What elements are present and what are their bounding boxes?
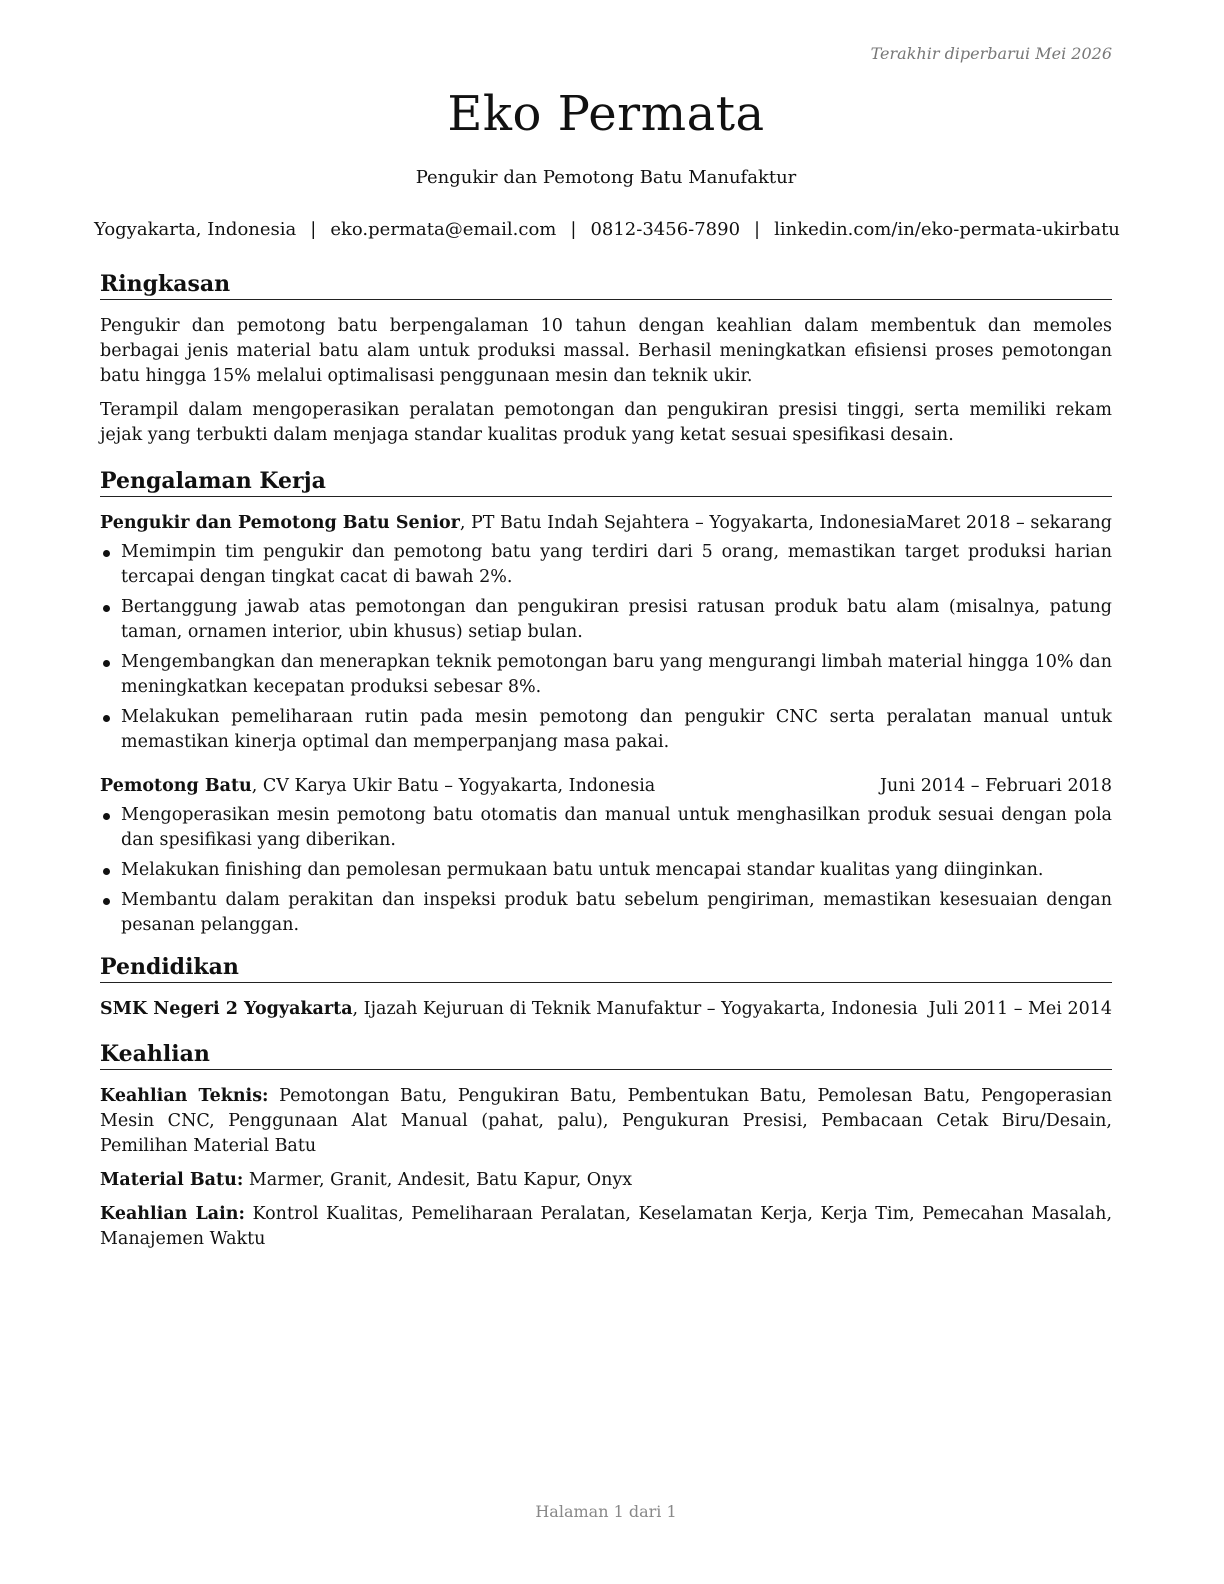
skill-text: Marmer, Granit, Andesit, Batu Kapur, Onyx xyxy=(243,1170,633,1190)
section-title-education: Pendidikan xyxy=(100,953,1112,983)
bullet-text: Membantu dalam perakitan dan inspeksi produk batu sebelum pengiriman, memastikan kesesuaian dengan pesanan pelanggan. xyxy=(121,890,1112,935)
job-title-line xyxy=(100,511,906,536)
education-detail: , Ijazah Kejuruan di Teknik Manufaktur – Yogyakarta, Indonesia xyxy=(352,999,918,1019)
contact-separator: | xyxy=(310,219,317,240)
skill-line xyxy=(100,1084,1112,1159)
list-item xyxy=(100,858,1112,883)
contact-separator: | xyxy=(570,219,577,240)
education-line xyxy=(100,997,918,1022)
candidate-name: Eko Permata xyxy=(447,86,765,142)
bullet-text: Bertanggung jawab atas pemotongan dan pengukiran presisi ratusan produk batu alam (misalnya, patung taman, ornamen interior, ubin khusus) setiap bulan. xyxy=(121,597,1112,642)
bullet-text: Melakukan finishing dan pemolesan permukaan batu untuk mencapai standar kualitas yang diinginkan. xyxy=(121,860,1044,880)
section-title-summary: Ringkasan xyxy=(100,270,1112,300)
contact-line xyxy=(94,219,1118,240)
job-bullets xyxy=(100,540,1112,755)
job-company: , CV Karya Ukir Batu – Yogyakarta, Indonesia xyxy=(251,776,656,796)
education-entry xyxy=(100,997,1112,1022)
bullet-icon xyxy=(103,868,110,875)
job-bullets xyxy=(100,803,1112,938)
candidate-role: Pengukir dan Pemotong Batu Manufaktur xyxy=(415,167,797,188)
summary-paragraph: Terampil dalam mengoperasikan peralatan pemotongan dan pengukiran presisi tinggi, serta memiliki rekam jejak yang terbukti dalam menjaga standar kualitas produk yang ketat sesuai spesifikasi desain. xyxy=(100,400,1112,445)
list-item xyxy=(100,650,1112,700)
skill-line xyxy=(100,1202,1112,1252)
job-dates: Maret 2018 – sekarang xyxy=(906,513,1112,533)
skill-line xyxy=(100,1168,1112,1193)
list-item xyxy=(100,540,1112,590)
skill-text: Kontrol Kualitas, Pemeliharaan Peralatan, Keselamatan Kerja, Kerja Tim, Pemecahan Masalah, Manajemen Waktu xyxy=(100,1204,1113,1249)
job-title-line xyxy=(100,774,655,799)
education-school: SMK Negeri 2 Yogyakarta xyxy=(100,999,353,1019)
bullet-icon xyxy=(103,898,110,905)
resume-content xyxy=(100,270,1112,1261)
section-title-experience: Pengalaman Kerja xyxy=(100,467,1112,497)
bullet-icon xyxy=(103,550,110,557)
skill-label: Keahlian Lain: xyxy=(100,1204,245,1224)
skill-text: Pemotongan Batu, Pengukiran Batu, Pembentukan Batu, Pemolesan Batu, Pengoperasian Mesin CNC, Penggunaan Alat Manual (pahat, palu), Pengukuran Presisi, Pembacaan Cetak Biru/Desain, Pemilihan Material Batu xyxy=(100,1086,1112,1156)
list-item xyxy=(100,803,1112,853)
contact-linkedin[interactable]: linkedin.com/in/eko-permata-ukirbatu xyxy=(774,219,1120,240)
resume-page xyxy=(94,0,1120,1584)
contact-separator: | xyxy=(754,219,761,240)
job-header xyxy=(100,511,1112,536)
list-item xyxy=(100,705,1112,755)
bullet-text: Melakukan pemeliharaan rutin pada mesin pemotong dan pengukir CNC serta peralatan manual untuk memastikan kinerja optimal dan memperpanjang masa pakai. xyxy=(121,707,1112,752)
page-number: Halaman 1 dari 1 xyxy=(535,1502,677,1521)
bullet-text: Mengoperasikan mesin pemotong batu otomatis dan manual untuk menghasilkan produk sesuai dengan pola dan spesifikasi yang diberikan. xyxy=(121,805,1112,850)
skill-label: Keahlian Teknis: xyxy=(100,1086,269,1106)
bullet-text: Mengembangkan dan menerapkan teknik pemotongan baru yang mengurangi limbah material hingga 10% dan meningkatkan kecepatan produksi sebesar 8%. xyxy=(121,652,1112,697)
section-title-skills: Keahlian xyxy=(100,1040,1112,1070)
job-header xyxy=(100,774,1112,799)
last-updated: Terakhir diperbarui Mei 2026 xyxy=(870,44,1112,63)
job-dates: Juni 2014 – Februari 2018 xyxy=(879,776,1112,796)
bullet-icon xyxy=(103,715,110,722)
bullet-icon xyxy=(103,605,110,612)
bullet-icon xyxy=(103,813,110,820)
list-item xyxy=(100,595,1112,645)
bullet-text: Memimpin tim pengukir dan pemotong batu yang terdiri dari 5 orang, memastikan target produksi harian tercapai dengan tingkat cacat di bawah 2%. xyxy=(121,542,1112,587)
bullet-icon xyxy=(103,660,110,667)
job-company: , PT Batu Indah Sejahtera – Yogyakarta, Indonesia xyxy=(459,513,907,533)
summary-paragraph: Pengukir dan pemotong batu berpengalaman 10 tahun dengan keahlian dalam membentuk dan memoles berbagai jenis material batu alam untuk produksi massal. Berhasil meningkatkan efisiensi proses pemotongan batu hingga 15% melalui optimalisasi penggunaan mesin dan teknik ukir. xyxy=(100,316,1112,386)
list-item xyxy=(100,888,1112,938)
contact-location: Yogyakarta, Indonesia xyxy=(94,219,297,240)
contact-phone: 0812-3456-7890 xyxy=(590,219,741,240)
education-dates: Juli 2011 – Mei 2014 xyxy=(928,999,1112,1019)
job-position: Pemotong Batu xyxy=(100,776,252,796)
skill-label: Material Batu: xyxy=(100,1170,244,1190)
contact-email[interactable]: eko.permata@email.com xyxy=(330,219,557,240)
job-position: Pengukir dan Pemotong Batu Senior xyxy=(100,513,460,533)
